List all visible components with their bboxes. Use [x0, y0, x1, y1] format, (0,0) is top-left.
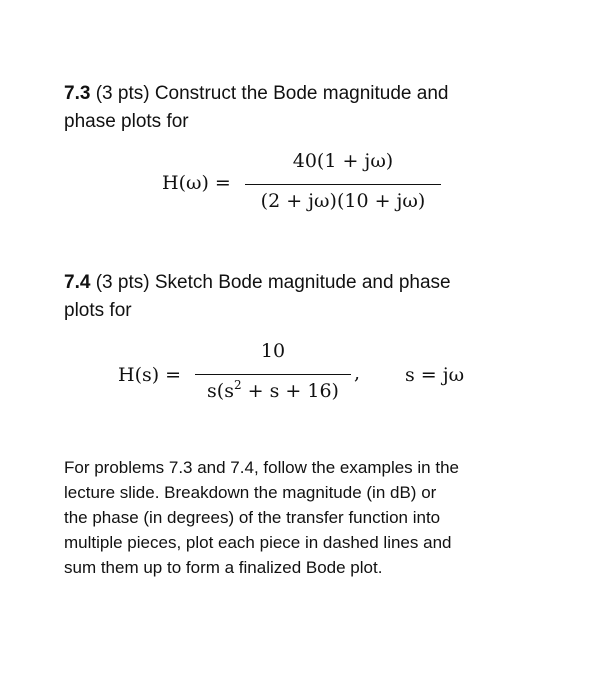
problem-7-3-numerator: 40(1 + jω): [292, 150, 394, 172]
problem-7-3-heading-line-1: [64, 80, 534, 108]
instructions-line-4: multiple pieces, plot each piece in dashed lines and: [64, 533, 452, 552]
problem-7-3-number: 7.3: [64, 83, 91, 104]
problem-7-3-heading: [64, 80, 534, 136]
problem-7-4-number: 7.4: [64, 272, 91, 293]
instructions-line-5: sum them up to form a finalized Bode plot.: [64, 558, 383, 577]
problem-7-4-lhs: H(s) =: [118, 364, 182, 386]
instructions-paragraph: [64, 455, 549, 580]
problem-7-3-fraction: [245, 150, 441, 220]
problem-7-3-lhs: H(ω) =: [162, 172, 231, 194]
problem-7-3-fraction-bar: [245, 184, 441, 185]
problem-7-4-denominator-part-2: + s + 16): [241, 380, 339, 402]
problem-7-4-heading-text-1: (3 pts) Sketch Bode magnitude and phase: [90, 272, 451, 293]
problem-7-3-heading-line-2: phase plots for: [64, 111, 189, 132]
problem-7-3-denominator: (2 + jω)(10 + jω): [260, 190, 426, 212]
problem-7-4-heading-line-2: plots for: [64, 300, 132, 321]
problem-7-3-heading-text-1: (3 pts) Construct the Bode magnitude and: [90, 83, 449, 104]
problem-7-4-heading: [64, 269, 534, 325]
problem-7-4-numerator: 10: [260, 340, 286, 362]
problem-7-4-substitution: s = jω: [405, 364, 465, 386]
problem-7-4-denominator-part-1: s(s: [207, 380, 234, 402]
problem-7-4-fraction: [195, 340, 351, 410]
problem-7-4-comma: ,: [354, 362, 361, 384]
instructions-line-3: the phase (in degrees) of the transfer function into: [64, 508, 441, 527]
instructions-line-1: For problems 7.3 and 7.4, follow the examples in the: [64, 458, 459, 477]
problem-7-4-fraction-bar: [195, 374, 351, 375]
problem-7-4-denominator-exponent: 2: [233, 378, 242, 392]
problem-7-4-heading-line-1: [64, 269, 534, 297]
problem-7-4-denominator: [195, 380, 351, 402]
instructions-line-2: lecture slide. Breakdown the magnitude (in dB) or: [64, 483, 437, 502]
